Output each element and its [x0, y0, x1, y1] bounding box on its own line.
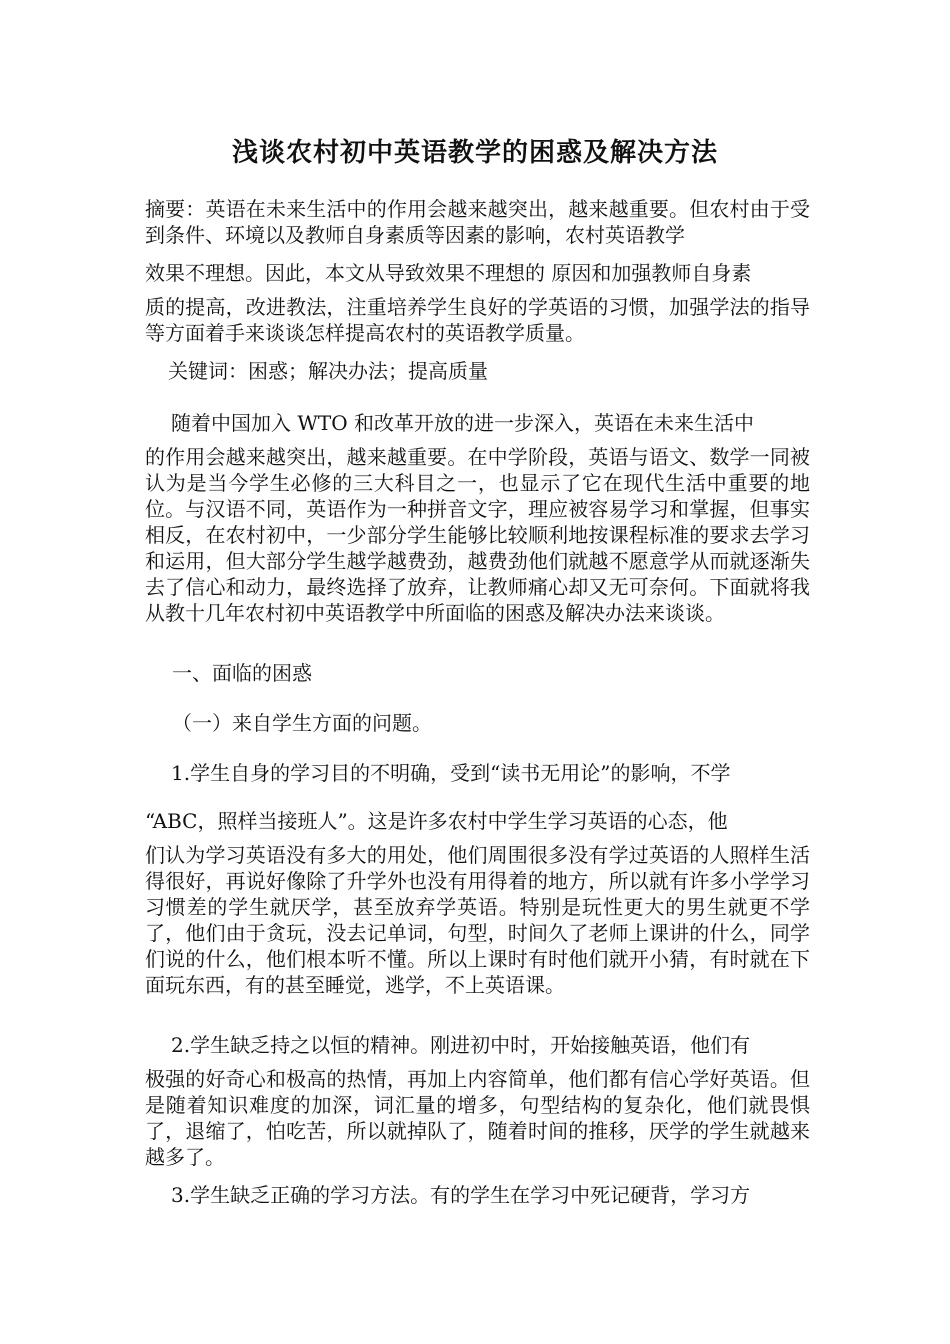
abstract-line-2: 效果不理想。因此，本文从导致效果不理想的 原因和加强教师自身素	[145, 261, 752, 285]
point-1-line-1: 1.学生自身的学习目的不明确，受到“读书无用论”的影响，不学	[171, 761, 731, 785]
document-title: 浅谈农村初中英语教学的困惑及解决方法	[231, 138, 718, 168]
intro-body: 的作用会越来越突出，越来越重要。在中学阶段，英语与语文、数学一同被认为是当今学生必修的三大科目之一，也显示了它在现代生活中重要的地位。与汉语不同，英语作为一种拼音文字，理应被容易学习和掌握，但事实相反，在农村初中，一少部分学生能够比较顺利地按课程标准的要求去学习和运用，但大部分学生越学越费劲，越费劲他们就越不愿意学从而就逐渐失去了信心和动力，最终选择了放弃，让教师痛心却又无可奈何。下面就将我从教十几年农村初中英语教学中所面临的困惑及解决办法来谈谈。	[145, 445, 810, 625]
abstract-line-1: 摘要：英语在未来生活中的作用会越来越突出，越来越重要。但农村由于受到条件、环境以及教师自身素质等因素的影响，农村英语教学	[145, 197, 810, 247]
point-1-body: 们认为学习英语没有多大的用处，他们周围很多没有学过英语的人照样生活得很好，再说好像除了升学外也没有用得着的地方，所以就有许多小学学习习惯差的学生就厌学，甚至放弃学英语。特别是玩性更大的男生就更不学了，他们由于贪玩，没去记单词，句型，时间久了老师上课讲的什么，同学们说的什么，他们根本听不懂。所以上课时有时他们就开小猜，有时就在下面玩东西，有的甚至睡觉，逃学，不上英语课。	[145, 843, 810, 997]
subsection-heading: （一）来自学生方面的问题。	[172, 711, 432, 735]
keywords: 关键词：困惑；解决办法；提高质量	[168, 359, 488, 383]
section-heading: 一、面临的困惑	[172, 661, 312, 685]
point-2-line-1: 2.学生缺乏持之以恒的精神。刚进初中时，开始接触英语，他们有	[171, 1033, 751, 1057]
point-3-line-1: 3.学生缺乏正确的学习方法。有的学生在学习中死记硬背，学习方	[171, 1183, 751, 1207]
abstract-line-3: 质的提高，改进教法，注重培养学生良好的学英语的习惯，加强学法的指导等方面着手来谈谈怎样提高农村的英语教学质量。	[145, 295, 810, 345]
intro-line-1: 随着中国加入 WTO 和改革开放的进一步深入，英语在未来生活中	[171, 411, 755, 435]
point-2-body: 极强的好奇心和极高的热情，再加上内容简单，他们都有信心学好英语。但是随着知识难度的加深，词汇量的增多，句型结构的复杂化，他们就畏惧了，退缩了，怕吃苦，所以就掉队了，随着时间的推移，厌学的学生就越来越多了。	[145, 1067, 810, 1169]
point-1-line-2: “ABC，照样当接班人”。这是许多农村中学生学习英语的心态，他	[145, 809, 728, 833]
